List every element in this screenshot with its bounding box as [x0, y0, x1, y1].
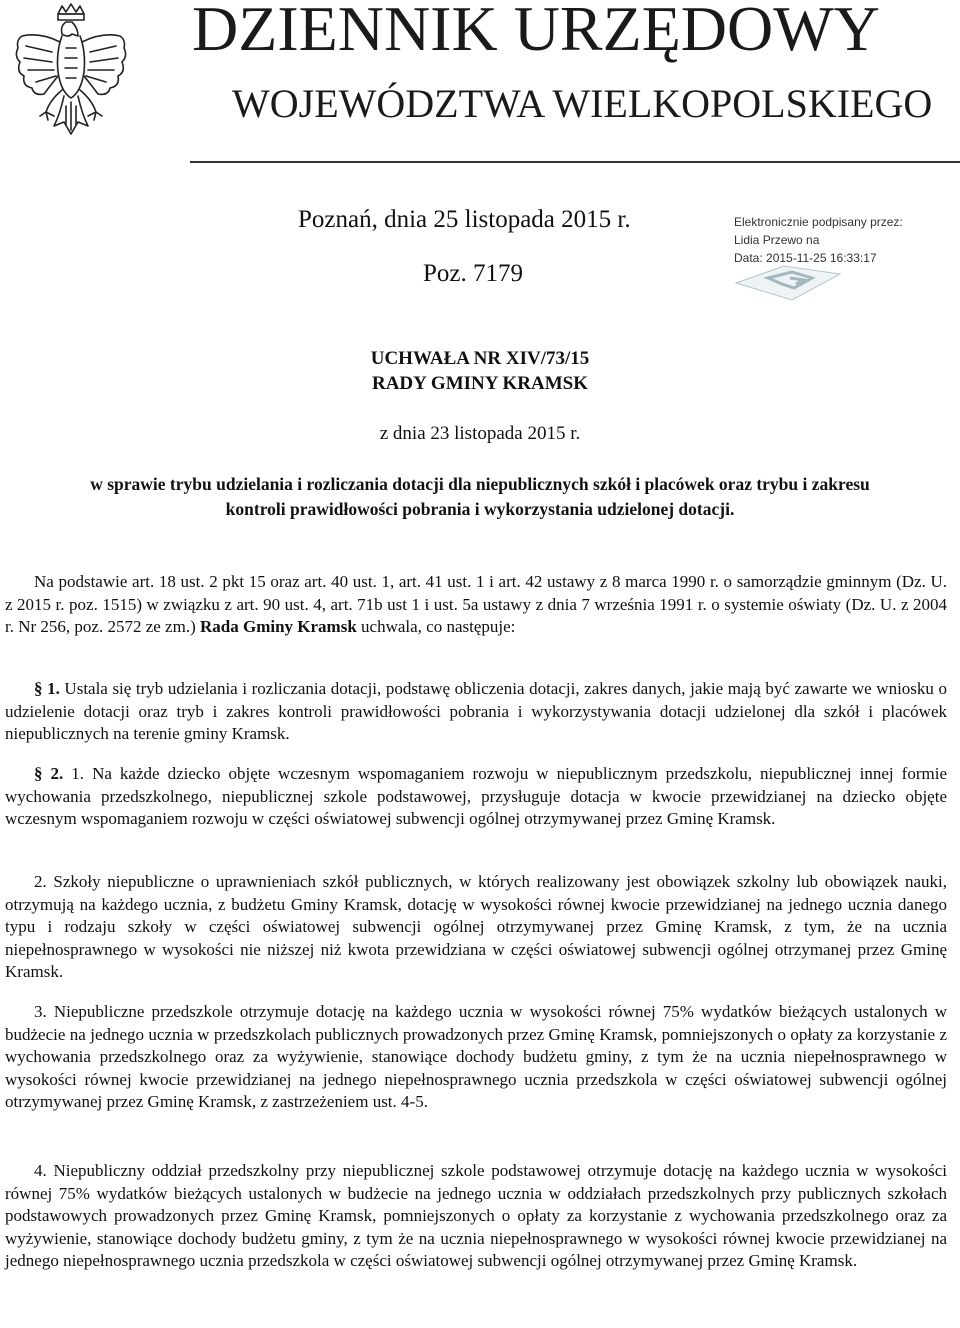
paragraph-text: 2. Szkoły niepubliczne o uprawnieniach szkół publicznych, w których realizowany jest obowiązek szkolny lub obowiązek nauki, otrzymują na każdego ucznia, z budżetu Gminy Kramsk, dotację w wysokości równej kwocie przewidzianej na jednego ucznia danego typu i rodzaju szkoły w części oświatowej subwencji ogólnej otrzymywanej przez Gminę Kramsk, z tym, że na ucznia niepełnosprawnego w wysokości nie niższej niż kwota przewidziana w części oświatowej subwencji ogólnej otrzymanej przez Gminę Kramsk.	[5, 872, 947, 982]
signature-line-1: Elektronicznie podpisany przez:	[734, 215, 903, 229]
subject-line-2: kontroli prawidłowości pobrania i wykorzystania udzielonej dotacji.	[225, 499, 735, 519]
resolution-number: UCHWAŁA NR XIV/73/15	[370, 348, 590, 369]
white-eagle-emblem-icon	[6, 2, 136, 154]
journal-subtitle: WOJEWÓDZTWA WIELKOPOLSKIEGO	[232, 81, 933, 126]
journal-title: DZIENNIK URZĘDOWY	[192, 0, 880, 64]
paragraph-2-2	[5, 871, 947, 984]
preamble-council: Rada Gminy Kramsk	[199, 617, 357, 637]
paragraph-text: Ustala się tryb udzielania i rozliczania dotacji, podstawę obliczenia dotacji, zakres danych, jakie mają być zawarte we wniosku o udzielenie dotacji oraz tryb i zakres kontroli prawidłowości pobrania i wykorzystywania dotacji udzielonej dla szkół i placówek niepublicznych na terenie gminy Kramsk.	[5, 679, 948, 744]
preamble-end: uchwala, co następuje:	[356, 617, 516, 637]
paragraph-label: § 2.	[34, 764, 64, 783]
publication-date: Poznań, dnia 25 listopada 2015 r.	[298, 206, 631, 233]
paragraph-2-3	[5, 1001, 947, 1114]
resolution-date: z dnia 23 listopada 2015 r.	[379, 423, 581, 444]
header-divider	[190, 161, 960, 163]
paragraph-text: 1. Na każde dziecko objęte wczesnym wspomaganiem rozwoju w niepublicznym przedszkolu, niepublicznej innej formie wychowania przedszkolnego, niepublicznej szkole podstawowej, przysługuje dotacja w kwocie przewidzianej na dziecko objęte wczesnym wspomaganiem rozwoju w części oświatowej subwencji ogólnej otrzymywanej przez Gminę Kramsk.	[5, 764, 947, 829]
paragraph-2-4	[5, 1160, 947, 1273]
subject-line-1: w sprawie trybu udzielania i rozliczania dotacji dla niepublicznych szkół i placówek oraz trybu i zakresu	[90, 474, 870, 494]
resolution-body: RADY GMINY KRAMSK	[371, 373, 589, 394]
signature-line-3: Data: 2015-11-25 16:33:17	[734, 251, 877, 265]
paragraph-text: 4. Niepubliczny oddział przedszkolny przy niepublicznej szkole podstawowej otrzymuje dotację na każdego ucznia w wysokości równej 75% wydatków bieżących ustalonych w budżecie na jednego ucznia w oddziałach przedszkolnych przy publicznych szkołach podstawowych prowadzonych przez Gminę Kramsk, pomniejszonych o opłaty za korzystanie z wychowania przedszkolnego oraz za wyżywienie, stanowiące dochody budżetu gminy, z tym że na ucznia niepełnosprawnego w wysokości równej kwocie przewidzianej na jednego niepełnosprawnego ucznia przedszkola w części oświatowej subwencji ogólnej otrzymywanej przez Gminę Kramsk.	[5, 1161, 947, 1271]
paragraph-1	[5, 678, 947, 746]
e-signature-icon	[734, 262, 844, 304]
paragraph-text: 3. Niepubliczne przedszkole otrzymuje dotację na każdego ucznia w wysokości równej 75% wydatków bieżących ustalonych w budżecie na jednego ucznia w przedszkolach publicznych prowadzonych przez Gminę Kramsk, pomniejszonych o opłaty za korzystanie z wychowania przedszkolnego oraz za wyżywienie, stanowiące dochody budżetu gminy, z tym że na ucznia niepełnosprawnego w wysokości równej kwocie przewidzianej na jednego niepełnosprawnego ucznia przedszkola w części oświatowej subwencji ogólnej otrzymywanej przez Gminę Kramsk, z zastrzeżeniem ust. 4-5.	[5, 1002, 947, 1112]
signature-line-2: Lidia Przewo na	[734, 233, 820, 247]
electronic-signature-block	[734, 215, 944, 269]
preamble	[5, 571, 947, 639]
paragraph-label: § 1.	[34, 679, 60, 698]
position-number: Poz. 7179	[423, 260, 523, 287]
paragraph-2-1	[5, 763, 947, 831]
preamble-text: Na podstawie art. 18 ust. 2 pkt 15 oraz art. 40 ust. 1, art. 41 ust. 1 i art. 42 ustawy z 8 marca 1990 r. o samorządzie gminnym (Dz. U. z 2015 r. poz. 1515) w związku z art. 90 ust. 4, art. 71b ust 1 i ust. 5a ustawy z dnia 7 września 1991 r. o systemie oświaty (Dz. U. z 2004 r. Nr 256, poz. 2572 ze zm.)	[5, 572, 947, 637]
